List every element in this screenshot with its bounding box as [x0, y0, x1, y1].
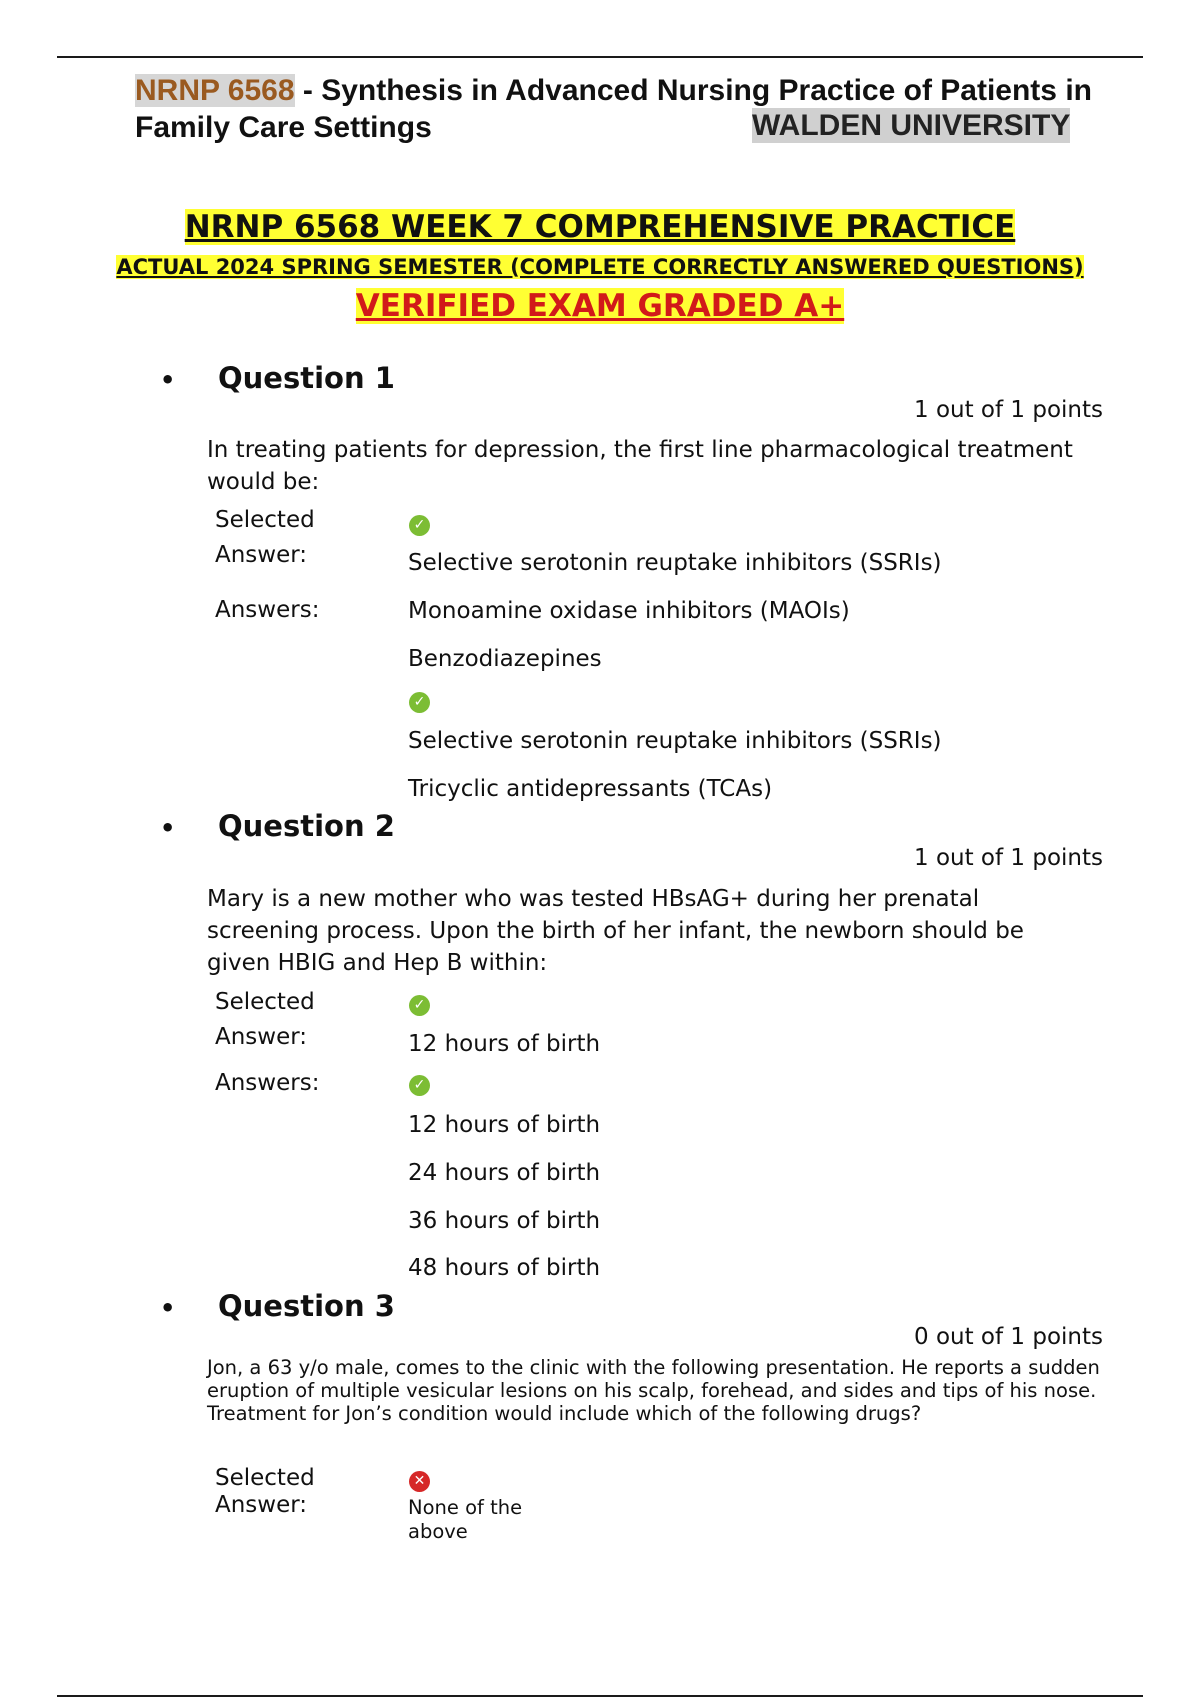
- check-circle-icon: ✓: [409, 692, 430, 713]
- question-3-selected-answer-line2: above: [408, 1520, 468, 1543]
- question-3-points: 0 out of 1 points: [914, 1324, 1103, 1350]
- question-1-option: Benzodiazepines: [408, 646, 602, 672]
- university-name: WALDEN UNIVERSITY: [752, 109, 1071, 142]
- question-1-option: Monoamine oxidase inhibitors (MAOIs): [408, 598, 850, 624]
- course-code: NRNP 6568: [135, 74, 295, 107]
- course-separator: -: [294, 74, 322, 107]
- top-rule: [57, 56, 1143, 58]
- bullet-icon: •: [160, 1294, 176, 1322]
- exam-verified-text: VERIFIED EXAM GRADED A+: [355, 288, 845, 324]
- check-circle-icon: ✓: [409, 995, 430, 1016]
- question-1-selected-answer: Selective serotonin reuptake inhibitors (SSRIs): [408, 550, 942, 576]
- answers-label: Answers:: [215, 1070, 320, 1096]
- exam-title-text: NRNP 6568 WEEK 7 COMPREHENSIVE PRACTICE: [184, 209, 1016, 245]
- question-3-heading: [160, 1288, 395, 1326]
- answer-label: Answer:: [215, 1024, 308, 1050]
- check-circle-icon: ✓: [409, 1075, 430, 1096]
- question-2-option-correct: 12 hours of birth: [408, 1112, 601, 1138]
- exam-subtitle: [0, 253, 1200, 281]
- bullet-icon: •: [160, 814, 176, 842]
- exam-title: [0, 208, 1200, 246]
- bullet-icon: •: [160, 366, 176, 394]
- course-title: Synthesis in Advanced Nursing Practice of Patients in Family Care Settings: [135, 74, 1092, 144]
- question-1-heading: [160, 360, 395, 398]
- question-2-text: Mary is a new mother who was tested HBsAG+ during her prenatal screening process. Upon the birth of her infant, the newborn should be given HBIG and Hep B within:: [207, 886, 1024, 976]
- x-circle-icon: ✕: [409, 1471, 430, 1492]
- selected-label: Selected: [215, 507, 315, 533]
- question-3-selected-answer-line1: None of the: [408, 1496, 523, 1519]
- question-2-heading: [160, 808, 395, 846]
- answer-label: Answer:: [215, 1492, 308, 1518]
- answer-label: Answer:: [215, 542, 308, 568]
- question-1-text: In treating patients for depression, the first line pharmacological treatment would be:: [207, 437, 1073, 495]
- question-1-title: Question 1: [218, 361, 395, 395]
- question-3-text: Jon, a 63 y/o male, comes to the clinic with the following presentation. He reports a sudden eruption of multiple vesicular lesions on his scalp, forehead, and sides and tips of his nose. Treatment for Jon’s condition would include which of the following drugs?: [207, 1356, 1100, 1425]
- selected-label: Selected: [215, 1465, 315, 1491]
- exam-subtitle-text: ACTUAL 2024 SPRING SEMESTER (COMPLETE CORRECTLY ANSWERED QUESTIONS): [116, 255, 1084, 279]
- question-2-option: 36 hours of birth: [408, 1208, 601, 1234]
- exam-verified: [0, 287, 1200, 325]
- check-circle-icon: ✓: [409, 515, 430, 536]
- question-2-title: Question 2: [218, 809, 395, 843]
- question-2-option: 24 hours of birth: [408, 1160, 601, 1186]
- bottom-rule: [57, 1695, 1143, 1697]
- answers-label: Answers:: [215, 597, 320, 623]
- question-1-option-correct: Selective serotonin reuptake inhibitors (SSRIs): [408, 728, 942, 754]
- question-3-title: Question 3: [218, 1289, 395, 1323]
- question-1-points: 1 out of 1 points: [914, 397, 1103, 423]
- question-2-points: 1 out of 1 points: [914, 845, 1103, 871]
- question-1-option: Tricyclic antidepressants (TCAs): [408, 776, 773, 802]
- question-2-selected-answer: 12 hours of birth: [408, 1031, 601, 1057]
- question-2-option: 48 hours of birth: [408, 1255, 601, 1281]
- selected-label: Selected: [215, 989, 315, 1015]
